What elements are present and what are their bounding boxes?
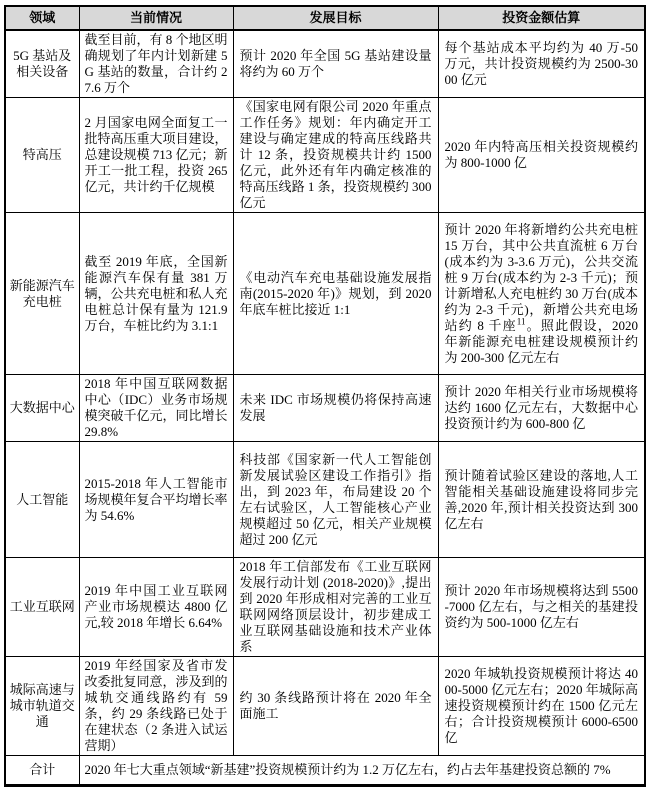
- field-cell-rail-transit: 城际高速与城市轨道交通: [5, 657, 79, 756]
- table-row-ev-charging: [5, 213, 645, 375]
- field-cell-uhv: 特高压: [5, 98, 79, 213]
- table-row-ai: [5, 442, 645, 558]
- field-cell-industrial-internet: 工业互联网: [5, 558, 79, 657]
- goal-cell-ai: 科技部《国家新一代人工智能创新发展试验区建设工作指引》指出，到 2023 年，布局建设 20 个左右试验区，人工智能核心产业规模超过 50 亿元，相关产业规模超过 200 亿元: [233, 442, 438, 558]
- goal-cell-rail-transit: 约 30 条线路预计将在 2020 年全面施工: [233, 657, 438, 756]
- current-cell-5g: 截至目前，有 8 个地区明确规划了年内计划新建 5G 基站的数量，合计约 27.6 万个: [79, 30, 233, 98]
- field-cell-ev-charging: 新能源汽车充电桩: [5, 213, 79, 375]
- field-cell-5g: 5G 基站及相关设备: [5, 30, 79, 98]
- header-investment-estimate: 投资金额估算: [438, 6, 645, 30]
- goal-cell-industrial-internet: 2018 年工信部发布《工业互联网发展行动计划 (2018-2020)》,提出到 2020 年形成相对完善的工业互联网网络顶层设计，初步建成工业互联网基础设施和技术产业体系: [233, 558, 438, 657]
- current-cell-uhv: 2 月国家电网全面复工一批特高压重大项目建设，总建设规模 713 亿元；新开工一批工程，投资 265 亿元，共计约千亿规模: [79, 98, 233, 213]
- goal-cell-big-data: 未来 IDC 市场规模仍将保持高速发展: [233, 375, 438, 442]
- header-field: 领域: [5, 6, 79, 30]
- new-infrastructure-investment-table: [4, 5, 646, 787]
- goal-cell-uhv: 《国家电网有限公司 2020 年重点工作任务》规划：年内确定开工建设与确定建成的特高压线路共计 12 条，投资规模共计约 1500 亿元，此外还有年内确定核准的特高压线路 1 条，投资规模约 300 亿元: [233, 98, 438, 213]
- field-cell-total: 合计: [5, 756, 79, 786]
- investment-cell-uhv: 2020 年内特高压相关投资规模约为 800-1000 亿: [438, 98, 645, 213]
- goal-cell-ev-charging: 《电动汽车充电基础设施发展指南(2015-2020 年)》规划，到 2020 年底车桩比接近 1:1: [233, 213, 438, 375]
- current-cell-rail-transit: 2019 年经国家及省市发改委批复同意，涉及到的城轨交通线路约有 59 条，约 29 条线路已处于在建状态（2 条进入试运营期）: [79, 657, 233, 756]
- table-row-rail-transit: [5, 657, 645, 756]
- investment-cell-ev-charging: [438, 213, 645, 375]
- total-summary-cell: 2020 年七大重点领域“新基建”投资规模预计约为 1.2 万亿左右，约占去年基建投资总额的 7%: [79, 756, 645, 786]
- current-cell-ai: 2015-2018 年人工智能市场规模年复合平均增长率为 54.6%: [79, 442, 233, 558]
- field-cell-big-data: 大数据中心: [5, 375, 79, 442]
- current-cell-big-data: 2018 年中国互联网数据中心（IDC）业务市场规模突破千亿元，同比增长 29.8%: [79, 375, 233, 442]
- investment-text-pre: 预计 2020 年将新增约公共充电桩 15 万台，其中公共直流桩 6 万台(成本约为 3-3.6 万元)，公共交流桩 9 万台(成本约为 2-3 千元)；预计新增私人充电桩约 30 万台(成本约为 2-3 千元)，新增公共充电场站约 8 千座: [444, 221, 638, 333]
- table-row-big-data: [5, 375, 645, 442]
- header-current-situation: 当前情况: [79, 6, 233, 30]
- investment-cell-rail-transit: 2020 年城轨投资规模预计将达 4000-5000 亿元左右；2020 年城际高速投资规模预计约在 1500 亿元左右；合计投资规模预计 6000-6500 亿: [438, 657, 645, 756]
- current-cell-industrial-internet: 2019 年中国工业互联网产业市场规模达 4800 亿元,较 2018 年增长 6.64%: [79, 558, 233, 657]
- table-row-industrial-internet: [5, 558, 645, 657]
- investment-cell-big-data: 预计 2020 年相关行业市场规模将达约 1600 亿元左右，大数据中心投资预计约为 600-800 亿: [438, 375, 645, 442]
- investment-text-post: 。照此假设，2020 年新能源充电桩建设规模预计约为 200-300 亿元左右: [444, 317, 638, 365]
- field-cell-ai: 人工智能: [5, 442, 79, 558]
- header-development-goal: 发展目标: [233, 6, 438, 30]
- goal-cell-5g: 预计 2020 年全国 5G 基站建设量将约为 60 万个: [233, 30, 438, 98]
- investment-cell-ai: 预计随着试验区建设的落地,人工智能相关基础设施建设将同步完善,2020 年,预计相关投资达到 300 亿左右: [438, 442, 645, 558]
- header-row: [5, 6, 645, 30]
- table-row-total: [5, 756, 645, 786]
- footnote-marker-11: 11: [516, 316, 526, 327]
- table-row-5g: [5, 30, 645, 98]
- investment-cell-5g: 每个基站成本平均约为 40 万-50 万元，共计投资规模约为 2500-3000 亿元: [438, 30, 645, 98]
- current-cell-ev-charging: 截至 2019 年底，全国新能源汽车保有量 381 万辆，公共充电桩和私人充电桩总计保有量为 121.9 万台，车桩比约为 3.1:1: [79, 213, 233, 375]
- investment-cell-industrial-internet: 预计 2020 年市场规模将达到 5500-7000 亿左右，与之相关的基建投资约为 500-1000 亿左右: [438, 558, 645, 657]
- table-row-uhv: [5, 98, 645, 213]
